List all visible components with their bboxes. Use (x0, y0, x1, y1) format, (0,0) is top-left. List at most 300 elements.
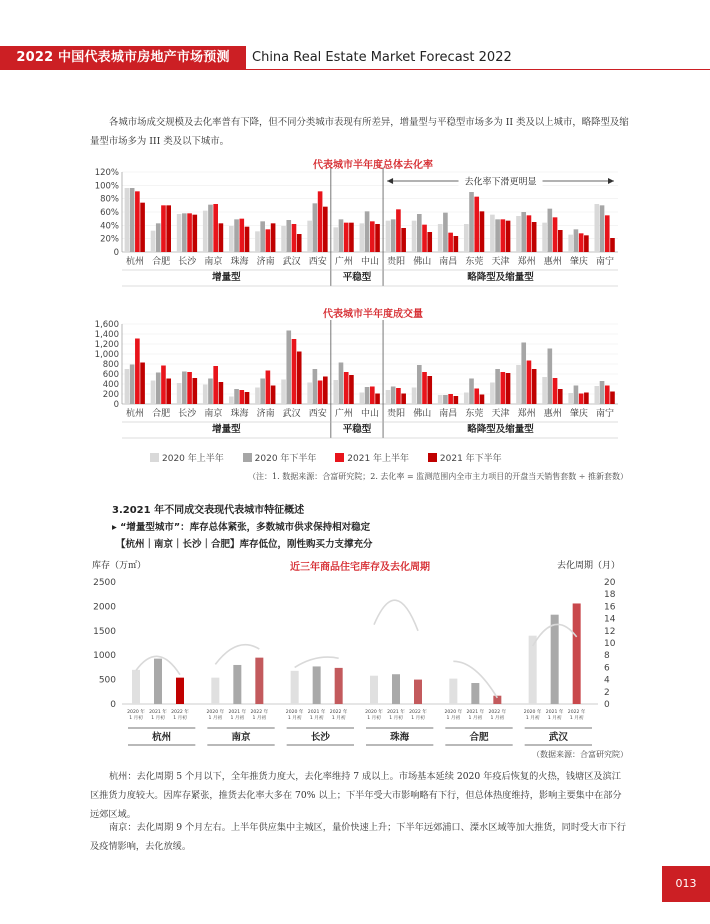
bar (375, 394, 380, 405)
bar (401, 394, 406, 405)
bar (135, 339, 140, 405)
y-tick-label: 200 (102, 390, 119, 400)
x-tick-label: 南昌 (439, 257, 458, 267)
x-tick-label: 珠海 (230, 257, 249, 267)
y2-tick-label: 14 (604, 614, 616, 625)
subsection-cities: 【杭州｜南京｜长沙｜合肥】库存低位，刚性购买力支撑充分 (116, 539, 373, 550)
bar (140, 363, 145, 405)
x-tick-label: 1 月初 (173, 716, 187, 721)
chart-legend (150, 451, 518, 464)
x-tick-label: 2021 年 (466, 710, 485, 715)
y2-tick-label: 8 (604, 651, 610, 662)
x-tick-label: 佛山 (413, 409, 432, 419)
intro-paragraph: 各城市场成交规模及去化率普有下降，但不同分类城市表现有所差异，增量型与平稳型市场多为 II 类及以上城市，略降型及缩量型市场多为 III 类及以下城市。 (90, 117, 629, 147)
bar (532, 369, 537, 404)
y2-tick-label: 2 (604, 687, 610, 698)
bar (370, 221, 375, 252)
x-tick-label: 1 月初 (547, 716, 562, 721)
bar (595, 204, 600, 252)
y-tick-label: 500 (98, 675, 116, 686)
bar (506, 373, 511, 404)
x-tick-label: 1 月初 (309, 716, 324, 721)
header-title-en: China Real Estate Market Forecast 2022 (252, 50, 512, 65)
y-tick-label: 40% (100, 221, 119, 232)
x-tick-label: 肇庆 (569, 257, 588, 267)
bar (464, 393, 469, 405)
x-tick-label: 贵阳 (387, 409, 406, 419)
group-label: 平稳型 (342, 272, 372, 283)
bar (323, 377, 328, 405)
bar (365, 211, 370, 252)
bar (516, 216, 521, 252)
bar (255, 658, 263, 704)
x-tick-label: 郑州 (517, 409, 536, 419)
bar (313, 203, 318, 252)
bar (177, 214, 182, 252)
chart1-title: 代表城市半年度总体去化率 (313, 160, 433, 171)
bar (203, 385, 208, 405)
city-label: 长沙 (310, 732, 330, 743)
bar (375, 224, 380, 252)
bar (297, 352, 302, 405)
bar (417, 365, 422, 404)
bar (176, 678, 184, 704)
x-tick-label: 2020 年 (206, 710, 225, 715)
bar (130, 188, 135, 252)
bar (605, 386, 610, 405)
x-tick-label: 广州 (334, 257, 353, 267)
bar (187, 372, 192, 404)
bar (344, 223, 349, 252)
cycle-line (215, 645, 259, 665)
annotation-arrow-head (608, 178, 614, 184)
bar (542, 377, 547, 404)
bar (501, 219, 506, 252)
bar (412, 388, 417, 405)
bar (443, 395, 448, 404)
bar (333, 380, 338, 404)
bar (600, 381, 605, 404)
bar (213, 366, 218, 404)
bar (414, 680, 422, 704)
group-label: 增量型 (212, 272, 241, 283)
x-tick-label: 济南 (256, 409, 275, 419)
chart3-source: （数据来源：合富研究院） (532, 750, 628, 759)
bar (135, 191, 140, 252)
bar (187, 213, 192, 252)
section-title: 3.2021 年不同成交表现代表城市特征概述 (112, 505, 305, 516)
group-label: 增量型 (212, 424, 241, 435)
bar (471, 683, 479, 704)
bar (125, 369, 130, 404)
cycle-line (295, 657, 339, 667)
x-tick-label: 珠海 (230, 409, 249, 419)
bar (558, 230, 563, 252)
x-tick-label: 2020 年 (127, 710, 145, 715)
chart-note: （注：1. 数据来源：合富研究院；2. 去化率 = 监测范围内全市主力项目的开盘当天销售套数 ÷ 推新套数） (248, 472, 628, 481)
x-tick-label: 合肥 (152, 257, 171, 267)
bar (579, 394, 584, 405)
subsection-title: ▸ “增量型城市”：库存总体紧张，多数城市供求保持相对稳定 (112, 522, 371, 533)
bar (438, 395, 443, 404)
x-tick-label: 南宁 (595, 257, 614, 267)
annotation-arrow-head (387, 178, 393, 184)
bar (286, 331, 291, 405)
chart-transaction-volume (0, 316, 710, 444)
bar (422, 372, 427, 404)
bar (568, 235, 573, 252)
bar (610, 238, 615, 252)
bar (600, 205, 605, 252)
x-tick-label: 2022 年 (409, 710, 427, 715)
bar (177, 383, 182, 404)
bar (335, 668, 343, 704)
bar (260, 221, 265, 252)
bar (307, 221, 312, 252)
x-tick-label: 2021 年 (149, 710, 167, 715)
bar (454, 236, 459, 252)
bar (360, 393, 365, 405)
bar (333, 227, 338, 252)
bar (297, 234, 302, 252)
bar (255, 231, 260, 252)
bar (255, 388, 260, 405)
bar (154, 659, 162, 704)
bar (208, 205, 213, 252)
y-tick-label: 1500 (93, 626, 116, 637)
x-tick-label: 南宁 (595, 409, 614, 419)
x-tick-label: 杭州 (126, 409, 145, 419)
bar (427, 376, 432, 404)
bar (239, 390, 244, 404)
x-tick-label: 1 月初 (490, 716, 505, 721)
bar (449, 679, 457, 704)
x-tick-label: 2021 年 (307, 710, 326, 715)
bar (140, 203, 145, 252)
x-tick-label: 2020 年 (444, 710, 463, 715)
bar (151, 231, 156, 252)
bar (349, 375, 354, 404)
paragraph-hangzhou: 杭州：去化周期 5 个月以下，全年推货力度大，去化率维持 7 成以上。市场基本延续 2020 年疫后恢复的火热，钱塘区及滨江区推货力度较大。因库存紧张，推货去化率大多在 70% 以上；下半年受大市影响略有下行，但总体热度维持，影响主要集中在部分远郊区域。 (90, 771, 622, 820)
x-tick-label: 杭州 (126, 257, 145, 267)
y-tick-label: 1,200 (94, 340, 119, 350)
cycle-line (374, 600, 418, 631)
x-tick-label: 2022 年 (488, 710, 507, 715)
y-tick-label: 60% (100, 208, 119, 218)
chart-absorption-rate (0, 166, 710, 296)
bar (573, 603, 581, 704)
bar (286, 220, 291, 252)
y2-tick-label: 4 (604, 675, 610, 686)
bar (292, 224, 297, 252)
bar (219, 382, 224, 404)
x-tick-label: 2020 年 (523, 710, 542, 715)
bar (203, 211, 208, 252)
bar (271, 386, 276, 405)
x-tick-label: 肇庆 (569, 409, 588, 419)
bar (318, 381, 323, 405)
bar (568, 393, 573, 404)
group-label: 略降型及缩量型 (467, 272, 534, 283)
x-tick-label: 惠州 (543, 409, 562, 419)
x-tick-label: 1 月初 (151, 716, 165, 721)
x-tick-label: 长沙 (178, 257, 197, 267)
bar (574, 229, 579, 252)
bar (448, 394, 453, 404)
bar (370, 676, 378, 704)
x-tick-label: 1 月初 (569, 716, 584, 721)
group-label: 平稳型 (342, 424, 372, 435)
bar (219, 223, 224, 252)
x-tick-label: 1 月初 (411, 716, 425, 721)
bar (454, 396, 459, 404)
chart-inventory-cycle (0, 556, 710, 746)
x-tick-label: 2020 年 (365, 710, 383, 715)
bar (438, 224, 443, 252)
y2-tick-label: 10 (604, 639, 616, 649)
bar (386, 221, 391, 252)
x-tick-label: 郑州 (517, 257, 536, 267)
y2-tick-label: 16 (604, 602, 616, 613)
bar (156, 223, 161, 252)
y-tick-label: 100% (94, 181, 119, 192)
bar (542, 223, 547, 252)
bar (474, 197, 479, 252)
y-tick-label: 1000 (93, 651, 116, 662)
bar (161, 366, 166, 405)
bar (365, 387, 370, 404)
legend-item: 2021 年下半年 (428, 451, 502, 464)
bar (291, 671, 299, 704)
bar (349, 223, 354, 252)
bar (213, 204, 218, 252)
bar (166, 379, 171, 405)
city-label: 合肥 (469, 732, 489, 743)
bar (516, 365, 521, 404)
x-tick-label: 1 月初 (129, 716, 143, 721)
y2-tick-label: 20 (604, 578, 616, 588)
x-tick-label: 2022 年 (567, 710, 586, 715)
legend-item: 2021 年上半年 (335, 451, 409, 464)
x-tick-label: 济南 (256, 257, 275, 267)
bar (192, 215, 197, 252)
x-tick-label: 南京 (204, 409, 223, 419)
bar (551, 615, 559, 704)
x-tick-label: 1 月初 (468, 716, 483, 721)
annotation-text: 去化率下滑更明显 (464, 177, 537, 188)
paragraph-nanjing: 南京：去化周期 9 个月左右。上半年供应集中主城区，量价快速上升；下半年远郊浦口、溧水区域等加大推货，同时受大市下行及疫情影响，去化放缓。 (90, 822, 626, 852)
bar (245, 392, 250, 404)
bar (527, 215, 532, 252)
bar (579, 233, 584, 252)
x-tick-label: 武汉 (282, 409, 301, 419)
x-tick-label: 2021 年 (387, 710, 405, 715)
y2-axis-title: 去化周期（月） (556, 561, 620, 571)
y-tick-label: 0 (110, 700, 116, 710)
bar (506, 221, 511, 252)
bar (233, 665, 241, 704)
x-tick-label: 东莞 (465, 409, 484, 419)
bar (182, 213, 187, 252)
bar (490, 383, 495, 405)
bar (584, 235, 589, 252)
bar (211, 678, 219, 704)
y-tick-label: 600 (102, 370, 119, 380)
bar (480, 395, 485, 405)
bar (521, 343, 526, 405)
bar (229, 226, 234, 252)
bar (313, 666, 321, 704)
bar (480, 211, 485, 252)
bar (605, 215, 610, 252)
x-tick-label: 长沙 (178, 409, 197, 419)
bar (323, 207, 328, 252)
bar (443, 213, 448, 252)
x-tick-label: 合肥 (152, 409, 171, 419)
x-tick-label: 2021 年 (228, 710, 247, 715)
x-tick-label: 1 月初 (446, 716, 461, 721)
bar (370, 387, 375, 405)
page-number: 013 (662, 866, 710, 902)
bar (313, 369, 318, 404)
city-label: 珠海 (390, 732, 410, 743)
header-rule (246, 69, 710, 70)
bar (239, 219, 244, 252)
bar (527, 361, 532, 405)
bar (166, 205, 171, 252)
bar (151, 381, 156, 405)
bar (386, 390, 391, 404)
chart2-title: 代表城市半年度成交量 (323, 309, 423, 320)
x-tick-label: 西安 (308, 409, 327, 419)
x-tick-label: 1 月初 (208, 716, 223, 721)
bar (548, 209, 553, 252)
bar (281, 226, 286, 252)
page-header (0, 46, 710, 70)
bar (610, 392, 615, 405)
bar (584, 393, 589, 405)
bar (234, 389, 239, 404)
bar (339, 363, 344, 405)
x-tick-label: 2021 年 (545, 710, 564, 715)
y-axis-title: 库存（万㎡） (92, 561, 147, 571)
bar (474, 389, 479, 405)
bar (234, 219, 239, 252)
y-tick-label: 400 (102, 380, 119, 390)
bar (360, 223, 365, 252)
x-tick-label: 1 月初 (525, 716, 540, 721)
x-tick-label: 南京 (204, 257, 223, 267)
y-tick-label: 1,400 (94, 330, 119, 340)
x-tick-label: 1 月初 (230, 716, 245, 721)
bar (495, 369, 500, 404)
bar (595, 386, 600, 404)
x-tick-label: 1 月初 (252, 716, 267, 721)
bar (344, 372, 349, 404)
bar (464, 224, 469, 252)
bar (521, 212, 526, 252)
x-tick-label: 贵阳 (387, 257, 406, 267)
bar (161, 205, 166, 252)
bar (318, 191, 323, 252)
bar (281, 380, 286, 405)
x-tick-label: 2022 年 (329, 710, 348, 715)
y-tick-label: 800 (102, 360, 119, 370)
x-tick-label: 1 月初 (389, 716, 403, 721)
bar (417, 214, 422, 252)
city-label: 南京 (231, 732, 251, 743)
y-tick-label: 0 (113, 400, 119, 410)
y-tick-label: 1,000 (94, 350, 119, 360)
bar (156, 373, 161, 405)
city-label: 武汉 (548, 732, 568, 743)
y-tick-label: 0 (113, 248, 119, 258)
bar (558, 389, 563, 404)
bar (271, 223, 276, 252)
y2-tick-label: 18 (604, 590, 616, 601)
bar (266, 229, 271, 252)
x-tick-label: 广州 (334, 409, 353, 419)
bar (396, 209, 401, 252)
bar (448, 233, 453, 252)
bar (208, 379, 213, 405)
header-title-cn: 2022 中国代表城市房地产市场预测 (16, 50, 230, 65)
x-tick-label: 中山 (360, 409, 380, 419)
bar (192, 378, 197, 404)
bar (307, 383, 312, 405)
bar (469, 379, 474, 405)
bar (490, 215, 495, 252)
bar (427, 232, 432, 252)
bar (401, 228, 406, 252)
y2-tick-label: 6 (604, 663, 610, 674)
bar (339, 219, 344, 252)
bar (412, 221, 417, 252)
x-tick-label: 中山 (360, 257, 380, 267)
x-tick-label: 惠州 (543, 257, 562, 267)
bar (422, 225, 427, 252)
bar (553, 217, 558, 252)
bar (182, 372, 187, 405)
bar (396, 388, 401, 404)
bar (392, 674, 400, 704)
y-tick-label: 20% (100, 234, 119, 245)
legend-item: 2020 年下半年 (243, 451, 317, 464)
y2-tick-label: 12 (604, 626, 616, 637)
bar (125, 188, 130, 252)
x-tick-label: 1 月初 (367, 716, 381, 721)
y-tick-label: 1,600 (94, 320, 119, 330)
x-tick-label: 武汉 (282, 257, 301, 267)
bar (229, 397, 234, 405)
x-tick-label: 2020 年 (285, 710, 304, 715)
bar (260, 379, 265, 405)
bar (266, 371, 271, 405)
bar (245, 227, 250, 252)
bar (469, 192, 474, 252)
bar (130, 365, 135, 405)
x-tick-label: 佛山 (413, 257, 432, 267)
x-tick-label: 天津 (491, 409, 510, 419)
y-tick-label: 2500 (93, 578, 116, 588)
y-tick-label: 80% (100, 194, 119, 205)
group-label: 略降型及缩量型 (467, 424, 534, 435)
x-tick-label: 西安 (308, 257, 327, 267)
bar (501, 372, 506, 404)
bar (391, 387, 396, 405)
x-tick-label: 2022 年 (250, 710, 269, 715)
x-tick-label: 东莞 (465, 257, 484, 267)
